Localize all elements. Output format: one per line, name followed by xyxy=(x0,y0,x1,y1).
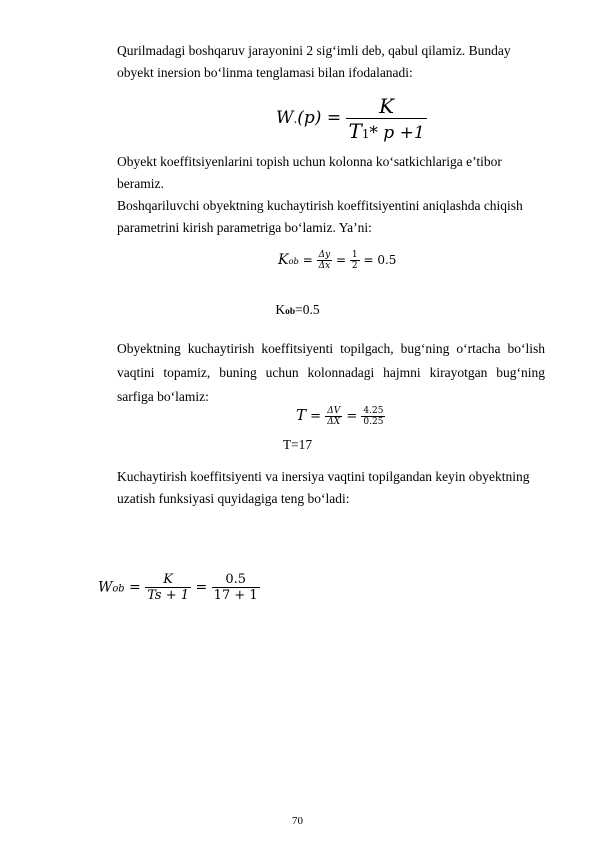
formula-gain: Kob = $\frac{\Delta y}{\Delta x}$ = $\frac{1}{2}$ = 0.5 xyxy=(278,250,397,271)
paragraph-2-line-2: beramiz. xyxy=(117,176,164,191)
formula-fraction xyxy=(346,94,426,143)
paragraph-1-line-1: Qurilmadagi boshqaruv jarayonini 2 sig‘imli deb, qabul qilamiz. Bunday xyxy=(117,43,511,58)
formula-lhs-w: W xyxy=(276,108,294,128)
paragraph-5-line-2: uzatish funksiyasi quyidagiga teng bo‘ladi: xyxy=(117,491,350,506)
formula-denominator: T1* p +1 xyxy=(348,119,425,143)
formula-time-constant: T = $\frac{\Delta V}{\Delta X}$ = $\frac{4.25}{0.25}$ xyxy=(296,406,384,427)
paragraph-4-line-3: sarfiga bo‘lamiz: xyxy=(117,389,209,404)
paragraph-4-line-1: Obyektning kuchaytirish koeffitsiyenti topilgach, bug‘ning o‘rtacha bo‘lish xyxy=(117,341,545,356)
paragraph-3-line-1: Boshqariluvchi obyektning kuchaytirish koeffitsiyentini aniqlashda chiqish xyxy=(117,198,523,213)
formula-transfer-function: W.(p) = $\frac{K}{T1* p +1}$ xyxy=(276,94,425,143)
result-gain: Kob=0.5 xyxy=(275,302,320,317)
formula-numerator: K xyxy=(346,94,426,119)
paragraph-5-line-1: Kuchaytirish koeffitsiyenti va inersiya vaqtini topilgandan keyin obyektning xyxy=(117,469,530,484)
paragraph-3-line-2: parametrini kirish parametriga bo‘lamiz. Ya’ni: xyxy=(117,220,372,235)
page-number: 70 xyxy=(292,815,303,827)
result-time-constant: T=17 xyxy=(282,437,313,452)
formula-object-transfer: Wob = $\frac{K}{Ts + 1}$ = $\frac{0.5}{17 + 1}$ xyxy=(98,572,258,603)
paragraph-2-line-1: Obyekt koeffitsiyenlarini topish uchun kolonna ko‘satkichlariga e’tibor xyxy=(117,154,502,169)
paragraph-4-line-2: vaqtini topamiz, buning uchun kolonnadagi hajmni kirayotgan bug‘ning xyxy=(117,365,545,380)
paragraph-1-line-2: obyekt inersion bo‘linma tenglamasi bilan ifodalanadi: xyxy=(117,65,413,80)
formula-equals: = xyxy=(326,108,342,128)
formula-arg: (p) xyxy=(297,108,322,128)
